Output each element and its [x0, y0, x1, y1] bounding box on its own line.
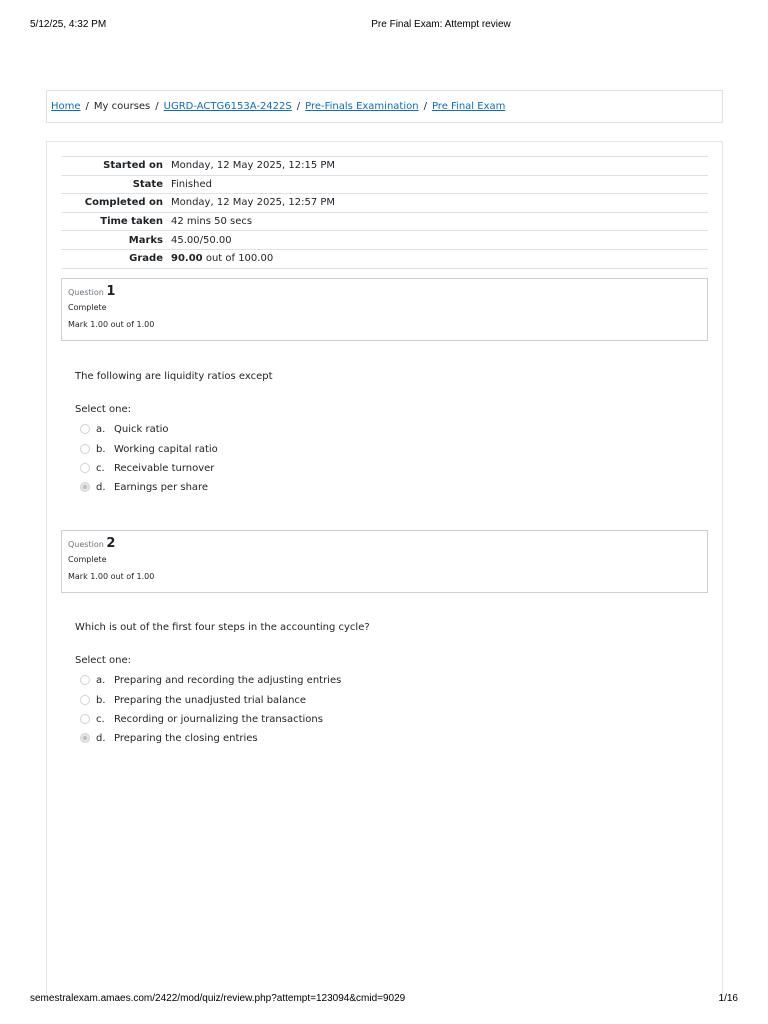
radio-button[interactable]: [80, 444, 90, 454]
print-footer: [0, 993, 768, 1007]
breadcrumb-course-link[interactable]: UGRD-ACTG6153A-2422S: [163, 101, 292, 112]
answer-option[interactable]: [80, 672, 341, 688]
option-letter: c.: [96, 713, 105, 725]
option-text: Recording or journalizing the transactions: [114, 713, 323, 725]
question-prefix: Question: [68, 540, 107, 549]
option-text: Preparing the closing entries: [114, 732, 258, 744]
radio-button[interactable]: [80, 463, 90, 473]
option-text: Working capital ratio: [114, 443, 218, 455]
option-text: Preparing the unadjusted trial balance: [114, 694, 307, 706]
question-state: Complete: [68, 555, 107, 564]
print-url: semestralexam.amaes.com/2422/mod/quiz/review.php?attempt=123094&cmid=9029: [30, 993, 406, 1004]
breadcrumb-separator: /: [423, 101, 427, 112]
option-text: Quick ratio: [114, 423, 169, 435]
option-text: Earnings per share: [114, 481, 209, 493]
question-info-box: [61, 530, 708, 593]
print-page-number: 1/16: [718, 993, 738, 1004]
summary-label: Grade: [61, 249, 167, 268]
grade-value: 90.00: [171, 253, 203, 265]
summary-value: Monday, 12 May 2025, 12:57 PM: [167, 194, 708, 213]
answer-option[interactable]: [80, 711, 323, 727]
breadcrumb: [46, 90, 723, 123]
answer-option[interactable]: [80, 421, 169, 437]
summary-label: Completed on: [61, 194, 167, 213]
summary-row: [61, 157, 708, 176]
radio-button[interactable]: [80, 695, 90, 705]
summary-label: Started on: [61, 157, 167, 176]
summary-label: State: [61, 175, 167, 194]
breadcrumb-section-link[interactable]: Pre-Finals Examination: [305, 101, 419, 112]
summary-value: [167, 249, 708, 268]
print-page-title: Pre Final Exam: Attempt review: [371, 19, 511, 30]
option-text: Receivable turnover: [114, 462, 215, 474]
grade-suffix: out of 100.00: [202, 253, 274, 265]
question-number-row: [68, 535, 701, 553]
summary-row: [61, 175, 708, 194]
summary-row: [61, 212, 708, 231]
question-state: Complete: [68, 303, 107, 312]
radio-button[interactable]: [80, 675, 90, 685]
radio-button-selected[interactable]: [80, 733, 90, 743]
option-letter: d.: [96, 481, 106, 493]
breadcrumb-quiz-link[interactable]: Pre Final Exam: [431, 101, 506, 112]
breadcrumb-home-link[interactable]: Home: [51, 101, 81, 112]
option-text: Preparing and recording the adjusting entries: [114, 674, 342, 686]
answer-option-selected[interactable]: [80, 730, 258, 746]
radio-button[interactable]: [80, 714, 90, 724]
attempt-summary-table: [61, 156, 708, 269]
question-number-row: [68, 283, 701, 301]
option-letter: a.: [96, 674, 106, 686]
summary-value: 42 mins 50 secs: [167, 212, 708, 231]
option-letter: b.: [96, 694, 106, 706]
question-text: The following are liquidity ratios except: [75, 371, 273, 382]
summary-row: [61, 249, 708, 268]
select-one-label: Select one:: [75, 655, 132, 666]
breadcrumb-my-courses: My courses: [93, 101, 151, 112]
radio-button-selected[interactable]: [80, 482, 90, 492]
radio-button[interactable]: [80, 424, 90, 434]
summary-label: Marks: [61, 231, 167, 250]
answer-option[interactable]: [80, 460, 214, 476]
breadcrumb-separator: /: [296, 101, 301, 112]
question-text: Which is out of the first four steps in the accounting cycle?: [75, 622, 370, 633]
option-letter: a.: [96, 423, 106, 435]
answer-option-selected[interactable]: [80, 479, 208, 495]
summary-value: Monday, 12 May 2025, 12:15 PM: [167, 157, 708, 176]
question-info-box: [61, 278, 708, 341]
print-datetime: 5/12/25, 4:32 PM: [30, 19, 107, 30]
answer-option[interactable]: [80, 441, 218, 457]
question-prefix: Question: [68, 288, 107, 297]
breadcrumb-separator: /: [85, 101, 89, 112]
summary-row: [61, 194, 708, 213]
question-number: 1: [106, 284, 116, 299]
select-one-label: Select one:: [75, 404, 132, 415]
summary-value: Finished: [167, 175, 708, 194]
question-grade: Mark 1.00 out of 1.00: [68, 320, 155, 329]
option-letter: b.: [96, 443, 106, 455]
summary-row: [61, 231, 708, 250]
breadcrumb-separator: /: [155, 101, 159, 112]
summary-label: Time taken: [61, 212, 167, 231]
question-grade: Mark 1.00 out of 1.00: [68, 572, 155, 581]
question-number: 2: [106, 536, 116, 551]
option-letter: d.: [96, 732, 106, 744]
print-header: [0, 19, 768, 33]
summary-value: 45.00/50.00: [167, 231, 708, 250]
option-letter: c.: [96, 462, 105, 474]
answer-option[interactable]: [80, 692, 306, 708]
